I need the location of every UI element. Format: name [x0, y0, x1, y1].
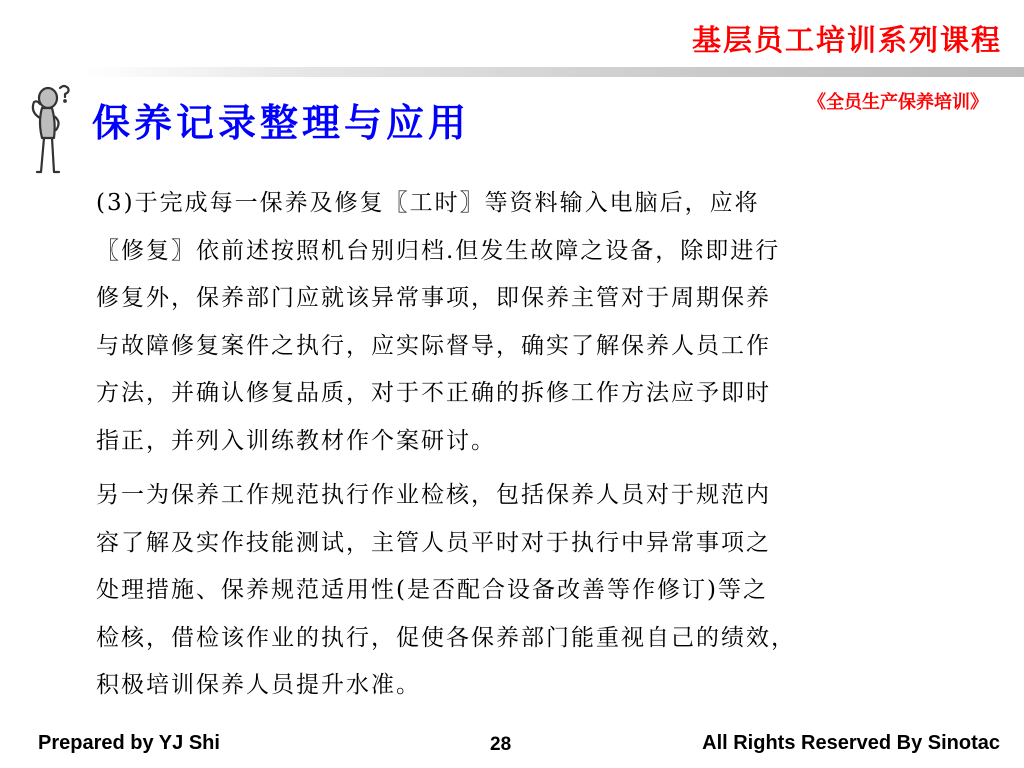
text-line: 检核，借检该作业的执行，促使各保养部门能重视自己的绩效， — [96, 624, 796, 651]
text-line: 处理措施、保养规范适用性(是否配合设备改善等作修订)等之 — [96, 577, 768, 603]
prepared-by: Prepared by YJ Shi — [38, 732, 220, 754]
page-number: 28 — [490, 734, 512, 755]
text-line: 修复外，保养部门应就该异常事项，即保养主管对于周期保养 — [96, 285, 771, 311]
thinking-person-icon — [26, 82, 82, 178]
footer — [0, 730, 1024, 760]
text-line: 方法，并确认修复品质，对于不正确的拆修工作方法应予即时 — [96, 380, 771, 406]
paragraph-1 — [96, 180, 968, 465]
slide-title: 保养记录整理与应用 — [92, 100, 471, 145]
paragraph-2 — [96, 472, 968, 710]
text-line: 指正，并列入训练教材作个案研讨。 — [96, 427, 496, 454]
rights-notice: All Rights Reserved By Sinotac — [702, 732, 1000, 754]
text-line: (3)于完成每一保养及修复〖工时〗等资料输入电脑后，应将 — [96, 190, 760, 216]
slide-body — [96, 180, 968, 717]
text-line: 容了解及实作技能测试，主管人员平时对于执行中异常事项之 — [96, 529, 771, 556]
course-subtitle: 《全员生产保养培训》 — [808, 92, 988, 113]
text-line: 〖修复〗依前述按照机台别归档.但发生故障之设备，除即进行 — [96, 237, 781, 264]
text-line: 另一为保养工作规范执行作业检核，包括保养人员对于规范内 — [96, 482, 771, 508]
text-line: 积极培训保养人员提升水准。 — [96, 672, 421, 698]
text-line: 与故障修复案件之执行，应实际督导，确实了解保养人员工作 — [96, 332, 771, 359]
header-divider — [0, 67, 1024, 77]
series-title: 基层员工培训系列课程 — [691, 23, 1002, 57]
